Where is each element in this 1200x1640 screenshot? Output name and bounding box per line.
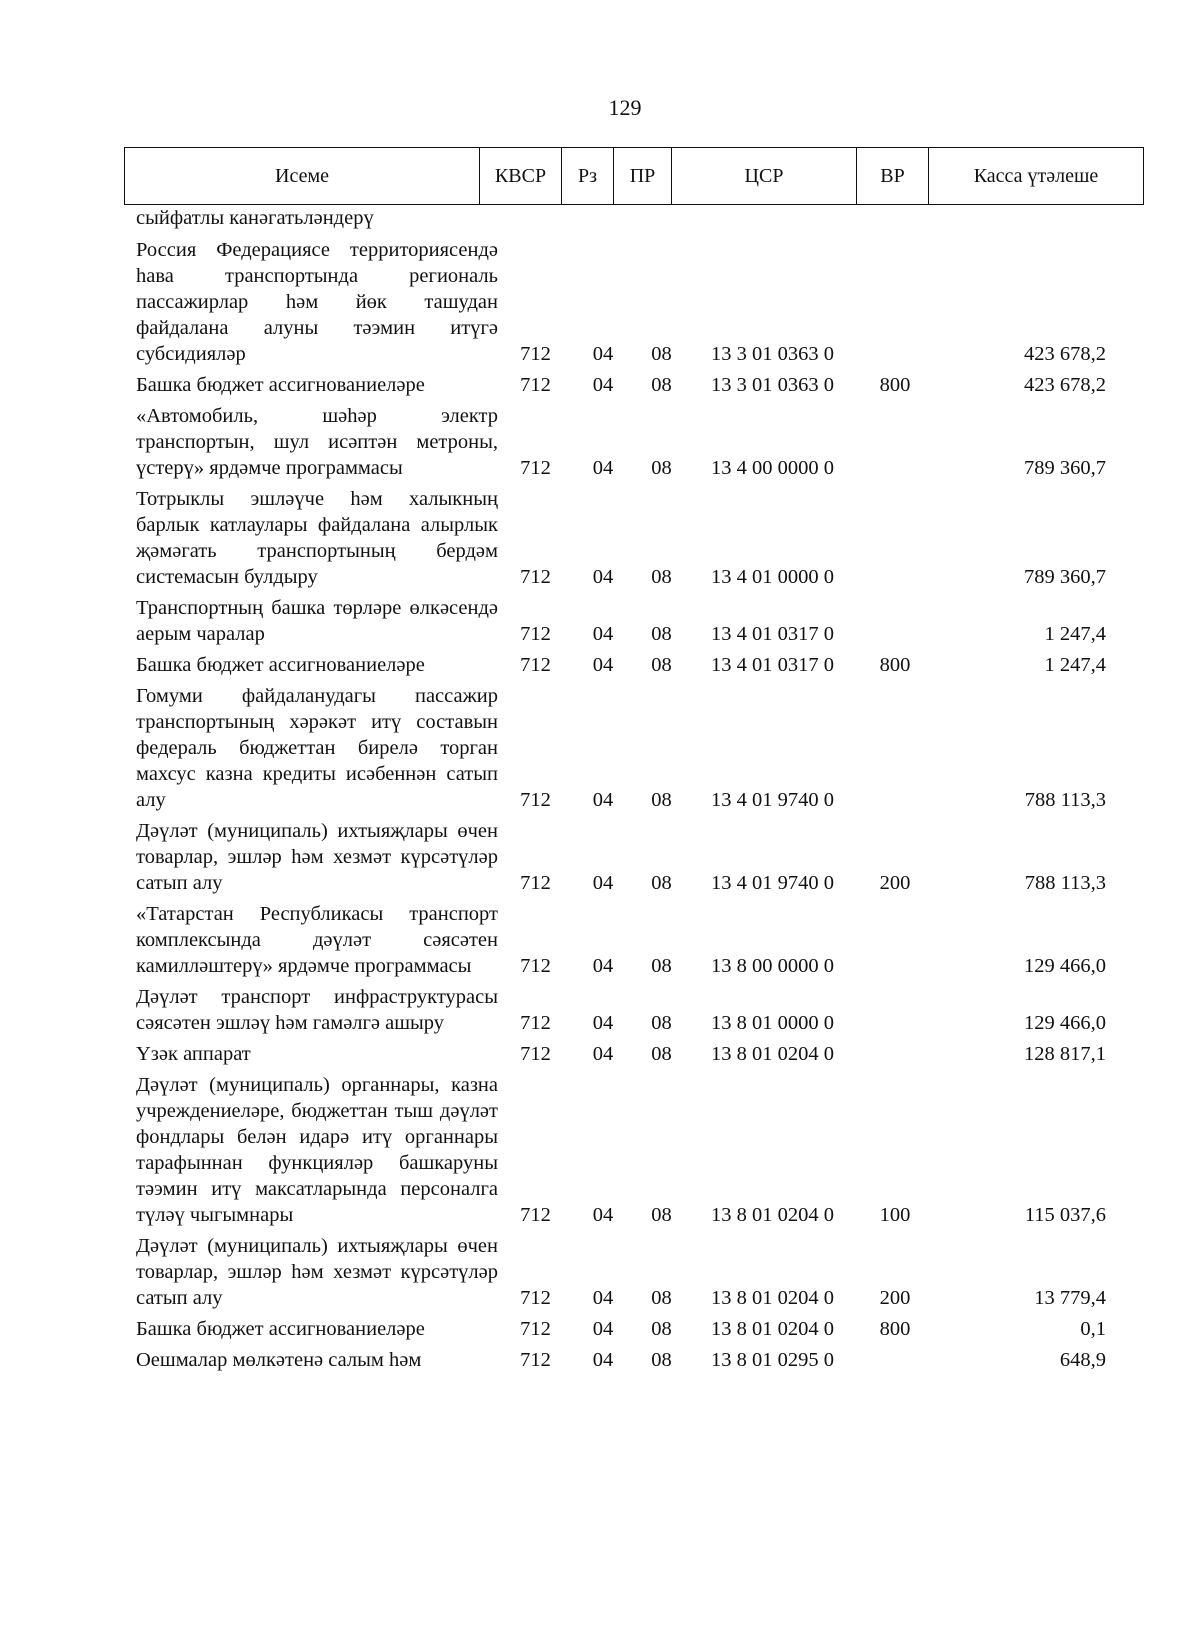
row-sum: 789 360,7 [1024,566,1106,588]
row-rz: 04 [592,955,614,977]
row-vr: 200 [879,1287,911,1309]
row-pr: 08 [651,789,672,811]
table-header [124,147,1144,205]
row-csr: 13 8 01 0204 0 [711,1043,834,1065]
row-rz: 04 [592,374,614,396]
row-csr: 13 4 01 9740 0 [711,789,834,811]
row-rz: 04 [592,1349,614,1371]
row-sum: 788 113,3 [1024,789,1106,811]
row-kvsr: 712 [520,654,551,676]
row-rz: 04 [592,1204,614,1226]
header-kvsr: КВСР [480,148,562,204]
table-row [124,818,1144,896]
table-row [124,1233,1144,1311]
row-sum: 115 037,6 [1024,1204,1106,1226]
row-pr: 08 [651,1349,672,1371]
row-kvsr: 712 [520,566,551,588]
row-kvsr: 712 [520,789,551,811]
row-kvsr: 712 [520,457,551,479]
table-row [124,1347,1144,1373]
page-number: 129 [608,95,642,120]
row-vr: 800 [879,374,911,396]
row-kvsr: 712 [520,623,551,645]
row-rz: 04 [592,1287,614,1309]
row-name: Үзәк аппарат [136,1043,251,1065]
row-sum: 129 466,0 [1024,955,1106,977]
row-pr: 08 [651,955,672,977]
row-sum: 13 779,4 [1034,1287,1106,1309]
row-rz: 04 [592,789,614,811]
row-pr: 08 [651,872,672,894]
row-pr: 08 [651,1204,672,1226]
row-name: Башка бюджет ассигнованиеләре [136,1318,425,1340]
row-csr: 13 3 01 0363 0 [711,374,834,396]
row-name: Тотрыклы эшләүче һәм халыкның барлык катлаулары файдалана алырлык җәмәгать транспортының бердәм системасын булдыру [136,488,498,588]
row-name: Дәүләт (муниципаль) органнары, казна учреждениеләре, бюджеттан тыш дәүләт фондлары белән идарә итү органнары тарафыннан функцияләр башкаруны тәэмин итү максатларында персоналга түләү чыгымнары [136,1074,498,1226]
table-row [124,984,1144,1036]
row-csr: 13 4 01 0317 0 [711,654,834,676]
row-csr: 13 3 01 0363 0 [711,343,834,365]
row-kvsr: 712 [520,1012,551,1034]
table-row [124,372,1144,398]
row-rz: 04 [592,623,614,645]
row-name: «Автомобиль, шәһәр электр транспортын, шул исәптән метроны, үстерү» ярдәмче программасы [136,405,498,479]
row-kvsr: 712 [520,955,551,977]
row-csr: 13 8 01 0000 0 [711,1012,834,1034]
table-row [124,1072,1144,1228]
row-pr: 08 [651,1043,672,1065]
header-sum: Касса үтәлеше [973,164,1099,187]
row-csr: 13 8 01 0204 0 [711,1287,834,1309]
row-rz: 04 [592,1318,614,1340]
row-kvsr: 712 [520,1287,551,1309]
row-pr: 08 [651,1287,672,1309]
row-name: Башка бюджет ассигнованиеләре [136,654,425,676]
row-pr: 08 [651,374,672,396]
row-sum: 423 678,2 [1024,374,1106,396]
row-sum: 1 247,4 [1044,654,1106,676]
row-csr: 13 8 01 0204 0 [711,1318,834,1340]
row-pr: 08 [651,1012,672,1034]
row-name: Россия Федерациясе территориясендә һава транспортында региональ пассажирлар һәм йөк ташудан файдалана алуны тәэмин итүгә субсидияләр [136,239,498,365]
table-row [124,683,1144,813]
table-row [124,486,1144,590]
row-rz: 04 [592,343,614,365]
row-kvsr: 712 [520,1349,551,1371]
header-vr: ВР [857,148,929,204]
row-sum: 789 360,7 [1024,457,1106,479]
row-vr: 200 [879,872,911,894]
row-csr: 13 4 01 0000 0 [711,566,834,588]
row-vr: 800 [879,1318,911,1340]
row-kvsr: 712 [520,1043,551,1065]
continuation-text: сыйфатлы канәгатьләндерү [136,207,374,229]
row-rz: 04 [592,566,614,588]
row-kvsr: 712 [520,374,551,396]
row-pr: 08 [651,623,672,645]
row-sum: 648,9 [1059,1349,1106,1371]
row-rz: 04 [592,872,614,894]
row-sum: 788 113,3 [1024,872,1106,894]
header-name: Исеме [125,148,480,204]
row-name: Дәүләт (муниципаль) ихтыяҗлары өчен товарлар, эшләр һәм хезмәт күрсәтүләр сатып алу [136,1235,498,1309]
table-row [124,237,1144,367]
row-sum: 1 247,4 [1044,623,1106,645]
row-vr: 800 [879,654,911,676]
table-row [124,901,1144,979]
row-rz: 04 [592,1043,614,1065]
row-name: Дәүләт транспорт инфраструктурасы сәясәтен эшләү һәм гамәлгә ашыру [136,986,498,1034]
row-csr: 13 8 01 0295 0 [711,1349,834,1371]
row-rz: 04 [592,1012,614,1034]
row-kvsr: 712 [520,343,551,365]
row-name: Гомуми файдаланудагы пассажир транспортының хәрәкәт итү составын федераль бюджеттан бирелә торган махсус казна кредиты исәбеннән сатып алу [136,685,498,811]
row-csr: 13 4 01 9740 0 [711,872,834,894]
row-name: Транспортның башка төрләре өлкәсендә аерым чаралар [136,597,498,645]
row-csr: 13 8 00 0000 0 [711,955,834,977]
row-name: Оешмалар мөлкәтенә салым һәм [136,1349,422,1371]
row-name: Дәүләт (муниципаль) ихтыяҗлары өчен товарлар, эшләр һәм хезмәт күрсәтүләр сатып алу [136,820,498,894]
table-row [124,403,1144,481]
row-vr: 100 [879,1204,911,1226]
row-pr: 08 [651,1318,672,1340]
row-sum: 423 678,2 [1024,343,1106,365]
row-name: «Татарстан Республикасы транспорт комплексында дәүләт сәясәтен камилләштерү» ярдәмче программасы [136,903,498,977]
row-sum: 0,1 [1080,1318,1106,1340]
table-body [124,205,1144,1378]
table-row [124,595,1144,647]
row-kvsr: 712 [520,872,551,894]
row-rz: 04 [592,654,614,676]
row-pr: 08 [651,654,672,676]
row-kvsr: 712 [520,1318,551,1340]
row-pr: 08 [651,343,672,365]
row-kvsr: 712 [520,1204,551,1226]
table-row [124,1041,1144,1067]
table-row [124,652,1144,678]
header-csr: ЦСР [672,148,857,204]
row-csr: 13 8 01 0204 0 [711,1204,834,1226]
header-pr: ПР [614,148,672,204]
row-sum: 129 466,0 [1024,1012,1106,1034]
row-name: Башка бюджет ассигнованиеләре [136,374,425,396]
row-csr: 13 4 00 0000 0 [711,457,834,479]
header-rz: Рз [562,148,614,204]
row-sum: 128 817,1 [1024,1043,1106,1065]
table-row [124,1316,1144,1342]
row-pr: 08 [651,457,672,479]
row-pr: 08 [651,566,672,588]
row-csr: 13 4 01 0317 0 [711,623,834,645]
row-rz: 04 [592,457,614,479]
